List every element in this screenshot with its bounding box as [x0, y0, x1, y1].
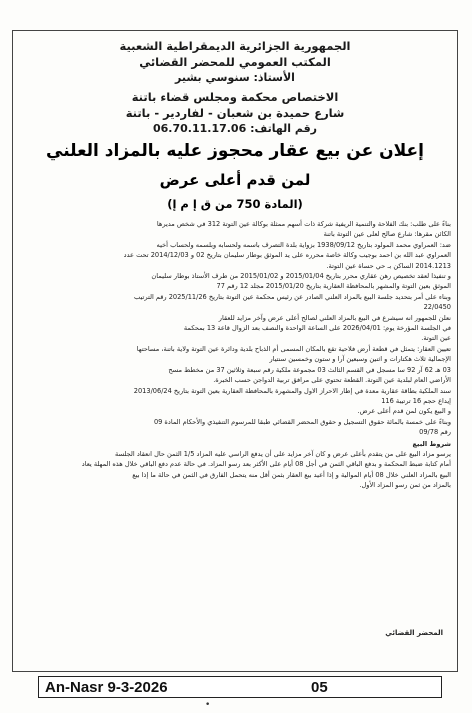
body-line: بناءً على طلب: بنك الفلاحة والتنمية الريفية شركة ذات أسهم ممثلة بوكالة عين التوتة 312 في شخص مديرها	[156, 220, 451, 228]
body-line: 2014.1213 الساكن بـ حي حساة عين التوتة.	[326, 261, 451, 270]
notice-subtitle: لمن قدم أعلى عرض	[159, 171, 311, 189]
body-line: ضد: العمراوي محمد المولود بتاريخ 1938/09/12 بزواية بلدة التصرف باسمه ولحسابه وبلسمه ولحساب أخيه	[156, 240, 451, 249]
body-line: إيداع حجم 16 ترتيبة 116	[381, 396, 451, 405]
body-line: يرسو مزاد البيع على من يتقدم بأعلى عرض و كان آخر مزايد على أن يدفع الراسي عليه المزاد 1/5 الثمن حال انعقاد الجلسة	[115, 449, 451, 458]
signature: المحضر القضائي	[385, 629, 443, 637]
body-line: الإجمالية ثلاث هكتارات و اثنين وسبعين آرا و ستون وخمسين سنتيار	[269, 355, 451, 364]
body-line: أمام كتابة ضبط المحكمة و بدفع الباقي الثمن في أجل 08 أيام على الأكثر بعد رسو المزاد. في حالة عدم دفع الباقي خلال هذه المهلة يعاد	[81, 460, 451, 469]
legal-notice	[12, 30, 458, 672]
body-line: و البيع يكون لمن قدم أعلى عرض.	[357, 407, 451, 416]
body-line: الكائن مقرها: شارع صالح لعلى عين التوتة باتنة	[323, 230, 451, 239]
body-line: عين التوتة.	[421, 334, 451, 343]
body-line: سند الملكية بطاقة عقارية معدة في إطار الاحراز الاول والمشهرة بالمحافظة العقارية بعين التوتة بتاريخ 2013/06/24	[133, 386, 451, 395]
body-line: 03 هـ 62 آر 92 سا مسجل في القسم الثالث 03 مجموعة ملكية رقم سبعة وثلاثين 37 من مخطط مسح	[168, 365, 451, 374]
body-line: رقم 09/78	[419, 428, 451, 437]
header-address: شارع حميدة بن شعبان - لفاردير - باتنة	[125, 106, 345, 120]
header-office: المكتب العمومي للمحضر القضائي	[139, 55, 331, 69]
body-line: 22/0450	[423, 303, 451, 312]
notice-body	[21, 219, 451, 491]
notice-title: إعلان عن بيع عقار محجوز عليه بالمزاد العلني	[46, 141, 424, 161]
header-jurisdiction: الاختصاص محكمة ومجلس قضاء باتنة	[131, 90, 339, 104]
stray-mark: •	[205, 700, 211, 710]
body-line: العمراوي عبد الله بن احمد بوجيب وكالة خاصة محرره على يد الموثق بوطار سليمان بتاريخ 02 و 2014/12/03 تحت عدد	[123, 251, 451, 260]
header-country: الجمهورية الجزائرية الديمقراطية الشعبية	[119, 39, 351, 53]
page-number: 05	[311, 679, 328, 696]
body-line: البيع بالمزاد العلني خلال 08 أيام الموالية و إذا أعيد بيع العقار بثمن أقل منه يتحمل الفارق في الثمن في حالة ما إذا بيع	[132, 470, 451, 479]
body-line: بالمزاد من ثمن رسو المزاد الأول.	[359, 481, 451, 490]
body-line: تعيين العقار: يتمثل في قطعة أرض فلاحية تقع بالمكان المسمى أم الذباح بلدية ودائرة عين التوتة ولاية باتنة، مساحتها	[136, 344, 451, 353]
body-line: شروط البيع	[412, 439, 451, 448]
header-bailiff-name: الأستاذ: سنوسي بشير	[175, 71, 295, 84]
body-line: وبناءً على خمسة بالمائة حقوق التسجيل و حقوق المحضر القضائي طبقا للمرسوم التنفيذي والأحكام المادة 09	[153, 417, 451, 426]
body-line: الموثق بعين التوتة والمشهر بالمحافظة العقارية بتاريخ 2015/01/20 مجلد 12 رقم 77	[216, 282, 451, 291]
body-line: نعلن للجمهور انه سيشرع في البيع بالمزاد العلني لصالح أعلى عرض وآخر مزايد للعقار	[218, 313, 451, 322]
body-line: وبناء على أمر بتحديد جلسة البيع بالمزاد العلني الصادر عن رئيس محكمة عين التوتة بتاريخ 2025/11/26 رقم الترتيب	[134, 292, 451, 301]
page-footer	[38, 676, 442, 698]
body-line: و تنفيذا لعقد تخصيص رهن عقاري محرر بتاريخ 2015/01/04 و 2015/01/02 من طرف الأستاذ بوطار سليمان	[151, 272, 451, 281]
body-line: الأراضي العام لبلدية عين التوتة. القطعة تحتوي على مرافق تربية الدواجن حسب الخبرة.	[213, 376, 451, 385]
newspaper-date: An-Nasr 9-3-2026	[45, 679, 168, 696]
body-line: في الجلسة المؤرخة يوم: 2026/04/01 على الساعة الواحدة والنصف بعد الزوال قاعة 13 بمحكمة	[183, 324, 451, 333]
notice-article: (المادة 750 من ق إ م إ)	[167, 197, 303, 211]
header-phone: رقم الهاتف: 06.70.11.17.06	[152, 122, 317, 135]
